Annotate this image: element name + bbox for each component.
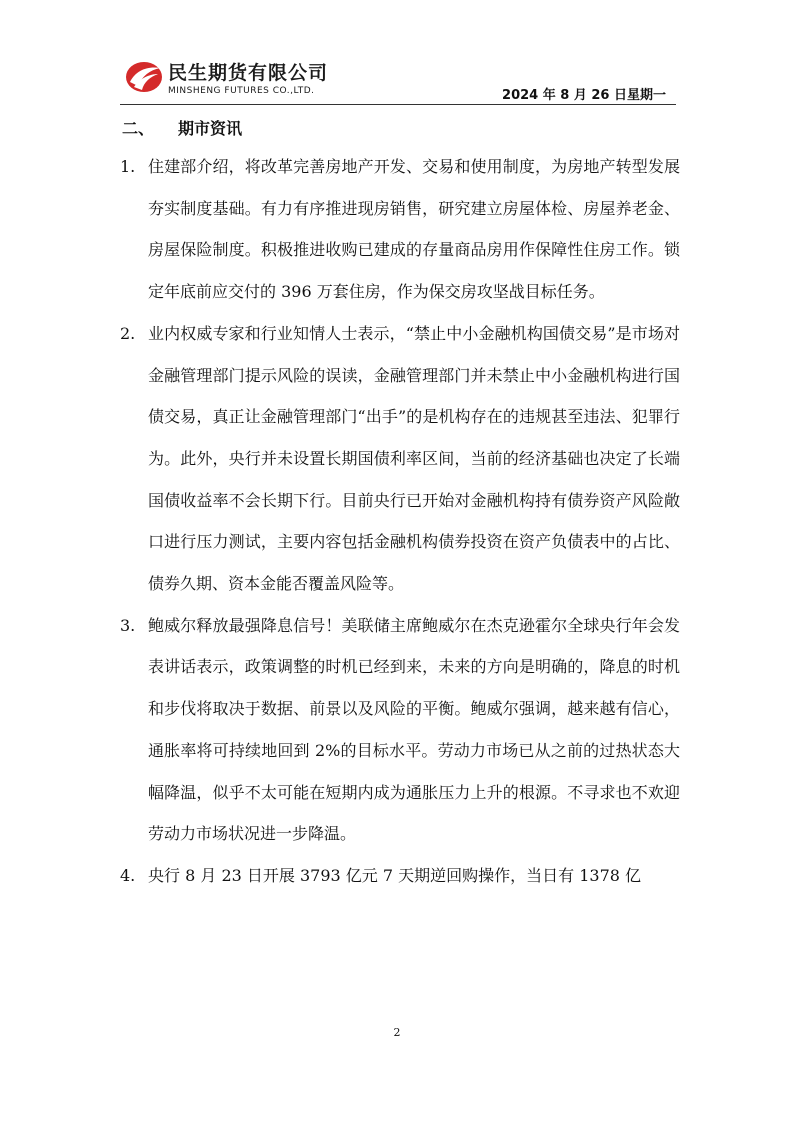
report-date: 2024 年 8 月 26 日星期一 (502, 88, 666, 103)
news-item-index: 4. (120, 865, 136, 885)
page-number: 2 (393, 1026, 401, 1039)
news-item-text: 央行 8 月 23 日开展 3793 亿元 7 天期逆回购操作，当日有 1378 亿 (148, 865, 642, 885)
minsheng-logo-icon (124, 58, 164, 94)
news-item-index: 1. (120, 157, 136, 176)
news-item (120, 855, 680, 897)
company-name-en: MINSHENG FUTURES CO.,LTD. (168, 86, 315, 96)
page-header (120, 52, 676, 104)
section-title: 期市资讯 (178, 119, 243, 138)
company-name-cn: 民生期货有限公司 (168, 62, 329, 84)
news-item (120, 313, 680, 605)
company-logo (124, 56, 374, 100)
news-item-index: 3. (120, 615, 136, 635)
news-item-text: 鲍威尔释放最强降息信号！美联储主席鲍威尔在杰克逊霍尔全球央行年会发表讲话表示，政策调整的时机已经到来，未来的方向是明确的，降息的时机和步伐将取决于数据、前景以及风险的平衡。鲍威尔强调，越来越有信心，通胀率将可持续地回到 2%的目标水平。劳动力市场已从之前的过热状态大幅降温，似乎不太可能在短期内成为通胀压力上升的根源。不寻求也不欢迎劳动力市场状况进一步降温。 (148, 615, 680, 844)
section-heading (122, 116, 242, 139)
news-list (120, 146, 680, 897)
section-number: 二、 (122, 119, 155, 138)
news-item-text: 住建部介绍，将改革完善房地产开发、交易和使用制度，为房地产转型发展夯实制度基础。有力有序推进现房销售，研究建立房屋体检、房屋养老金、房屋保险制度。积极推进收购已建成的存量商品房用作保障性住房工作。锁定年底前应交付的 396 万套住房，作为保交房攻坚战目标任务。 (148, 157, 680, 302)
news-item (120, 146, 680, 313)
news-item-text: 业内权威专家和行业知情人士表示，“禁止中小金融机构国债交易”是市场对金融管理部门提示风险的误读，金融管理部门并未禁止中小金融机构进行国债交易，真正让金融管理部门“出手”的是机构存在的违规甚至违法、犯罪行为。此外，央行并未设置长期国债利率区间，当前的经济基础也决定了长端国债收益率不会长期下行。目前央行已开始对金融机构持有债券资产风险敞口进行压力测试，主要内容包括金融机构债券投资在资产负债表中的占比、债券久期、资本金能否覆盖风险等。 (148, 323, 680, 594)
header-divider (120, 104, 676, 105)
news-item (120, 605, 680, 855)
news-item-index: 2. (120, 323, 136, 343)
